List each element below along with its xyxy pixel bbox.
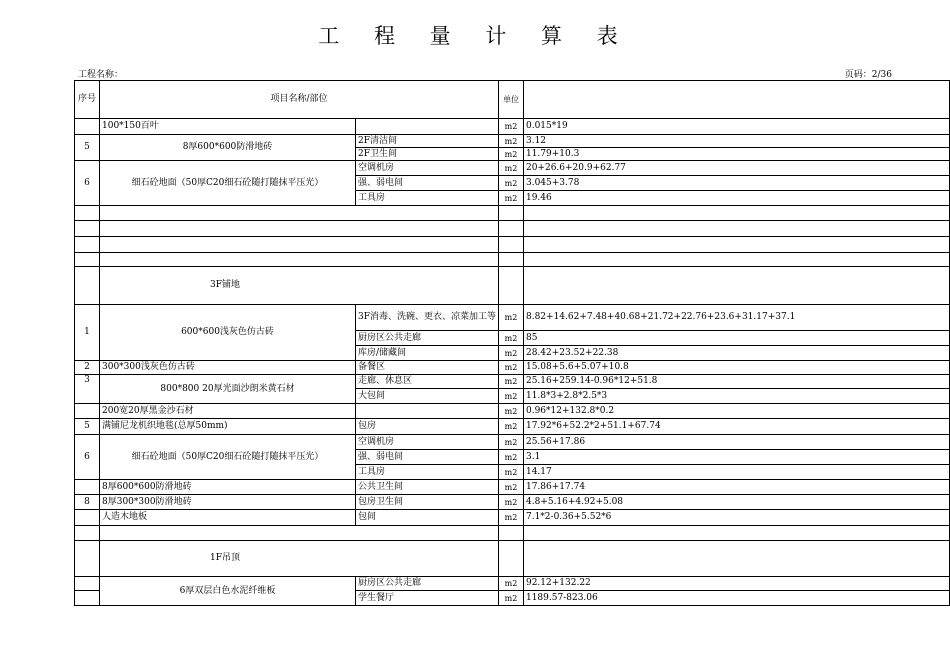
table-cell: m2 bbox=[498, 465, 523, 480]
table-cell bbox=[100, 206, 499, 221]
table-cell: m2 bbox=[498, 331, 523, 346]
table-cell: 厨房区公共走廊 bbox=[356, 331, 499, 346]
table-cell: 6 bbox=[75, 435, 100, 480]
table-row bbox=[75, 495, 950, 510]
header-no: 序号 bbox=[75, 81, 100, 119]
table-cell: 3.1 bbox=[523, 450, 949, 465]
table-cell bbox=[75, 510, 100, 526]
table-cell: m2 bbox=[498, 161, 523, 176]
table-cell bbox=[75, 237, 100, 253]
table-cell: 厨房区公共走廊 bbox=[356, 577, 499, 591]
table-cell: 14.17 bbox=[523, 465, 949, 480]
header-item: 项目名称/部位 bbox=[100, 81, 499, 119]
table-row bbox=[75, 510, 950, 526]
table-cell: 细石砼地面（50厚C20细石砼随打随抹平压光） bbox=[100, 161, 356, 206]
table-cell: m2 bbox=[498, 495, 523, 510]
table-cell: 8厚300*300防滑地砖 bbox=[100, 495, 356, 510]
page-number: 页码：2/36 bbox=[844, 70, 892, 80]
header-formula bbox=[523, 81, 949, 119]
table-cell: 17.92*6+52.2*2+51.1+67.74 bbox=[523, 419, 949, 435]
table-row bbox=[75, 435, 950, 450]
table-cell: 20+26.6+20.9+62.77 bbox=[523, 161, 949, 176]
table-cell bbox=[523, 206, 949, 221]
table-row bbox=[75, 135, 950, 148]
table-cell bbox=[75, 206, 100, 221]
table-cell: 备餐区 bbox=[356, 361, 499, 375]
table-cell: 25.56+17.86 bbox=[523, 435, 949, 450]
table-cell: 细石砼地面（50厚C20细石砼随打随抹平压光） bbox=[100, 435, 356, 480]
table-cell: 17.86+17.74 bbox=[523, 480, 949, 495]
table-cell bbox=[75, 253, 100, 267]
table-cell: 库房/储藏间 bbox=[356, 346, 499, 361]
table-row bbox=[75, 253, 950, 267]
table-cell: 300*300浅灰色仿古砖 bbox=[100, 361, 356, 375]
table-cell: 空调机房 bbox=[356, 435, 499, 450]
table-row bbox=[75, 577, 950, 591]
table-cell: m2 bbox=[498, 480, 523, 495]
table-cell: m2 bbox=[498, 450, 523, 465]
table-cell: 包间 bbox=[356, 510, 499, 526]
table-cell: 11.79+10.3 bbox=[523, 148, 949, 161]
table-cell: 3F消毒、洗碗、更衣、凉菜加工等 bbox=[356, 305, 499, 331]
table-cell: 学生餐厅 bbox=[356, 591, 499, 606]
table-cell bbox=[523, 526, 949, 541]
table-cell bbox=[523, 267, 949, 305]
table-cell: 人造木地板 bbox=[100, 510, 356, 526]
table-cell bbox=[498, 237, 523, 253]
table-row bbox=[75, 480, 950, 495]
table-row bbox=[75, 419, 950, 435]
table-cell: m2 bbox=[498, 435, 523, 450]
table-cell bbox=[100, 237, 499, 253]
table-cell: 空调机房 bbox=[356, 161, 499, 176]
table-cell: m2 bbox=[498, 419, 523, 435]
table-cell: 8厚600*600防滑地砖 bbox=[100, 480, 356, 495]
table-cell bbox=[100, 221, 499, 237]
table-cell: m2 bbox=[498, 389, 523, 404]
table-cell bbox=[356, 404, 499, 419]
quantity-calculation-table bbox=[74, 80, 950, 606]
table-cell: 大包间 bbox=[356, 389, 499, 404]
table-cell bbox=[75, 221, 100, 237]
table-cell: m2 bbox=[498, 577, 523, 591]
table-cell bbox=[498, 526, 523, 541]
table-row bbox=[75, 404, 950, 419]
table-cell: m2 bbox=[498, 375, 523, 389]
table-cell: 工具房 bbox=[356, 465, 499, 480]
table-row bbox=[75, 361, 950, 375]
table-cell: 4.8+5.16+4.92+5.08 bbox=[523, 495, 949, 510]
table-row bbox=[75, 375, 950, 389]
table-cell bbox=[75, 541, 100, 577]
table-cell bbox=[498, 267, 523, 305]
table-cell: m2 bbox=[498, 176, 523, 191]
table-cell: 包房卫生间 bbox=[356, 495, 499, 510]
table-cell: 走廊、休息区 bbox=[356, 375, 499, 389]
table-cell bbox=[498, 221, 523, 237]
table-cell bbox=[498, 253, 523, 267]
table-cell: 25.16+259.14-0.96*12+51.8 bbox=[523, 375, 949, 389]
table-cell: m2 bbox=[498, 361, 523, 375]
table-cell: m2 bbox=[498, 305, 523, 331]
table-row bbox=[75, 526, 950, 541]
table-row bbox=[75, 221, 950, 237]
table-cell: 5 bbox=[75, 135, 100, 161]
table-cell: 800*800 20厚光面沙朗米黄石材 bbox=[100, 375, 356, 404]
table-cell: 8厚600*600防滑地砖 bbox=[100, 135, 356, 161]
table-cell bbox=[523, 541, 949, 577]
table-cell: 2 bbox=[75, 361, 100, 375]
table-cell: 8.82+14.62+7.48+40.68+21.72+22.76+23.6+31.17+37.1 bbox=[523, 305, 949, 331]
table-cell: m2 bbox=[498, 191, 523, 206]
table-row bbox=[75, 237, 950, 253]
table-cell: m2 bbox=[498, 119, 523, 135]
table-cell bbox=[523, 221, 949, 237]
table-row bbox=[75, 206, 950, 221]
table-cell: 100*150百叶 bbox=[100, 119, 356, 135]
table-cell: m2 bbox=[498, 148, 523, 161]
table-cell: 1189.57-823.06 bbox=[523, 591, 949, 606]
table-cell: 工具房 bbox=[356, 191, 499, 206]
table-cell: 1 bbox=[75, 305, 100, 361]
table-cell: m2 bbox=[498, 346, 523, 361]
table-cell: 11.8*3+2.8*2.5*3 bbox=[523, 389, 949, 404]
table-cell: 2F清洁间 bbox=[356, 135, 499, 148]
table-cell: 92.12+132.22 bbox=[523, 577, 949, 591]
table-cell bbox=[100, 253, 499, 267]
table-cell: m2 bbox=[498, 591, 523, 606]
table-cell: m2 bbox=[498, 404, 523, 419]
table-cell: 3.12 bbox=[523, 135, 949, 148]
table-row bbox=[75, 541, 950, 577]
table-cell: 3 bbox=[75, 375, 100, 404]
table-cell: 1F吊顶 bbox=[100, 541, 499, 577]
table-cell bbox=[75, 404, 100, 419]
table-row bbox=[75, 119, 950, 135]
table-row bbox=[75, 161, 950, 176]
table-cell: m2 bbox=[498, 135, 523, 148]
table-header-row bbox=[75, 81, 950, 119]
table-cell bbox=[75, 577, 100, 591]
table-cell: 6 bbox=[75, 161, 100, 206]
table-cell: 强、弱电间 bbox=[356, 176, 499, 191]
table-cell: 28.42+23.52+22.38 bbox=[523, 346, 949, 361]
table-cell: 2F卫生间 bbox=[356, 148, 499, 161]
page-title: 工 程 量 计 算 表 bbox=[318, 24, 632, 48]
table-cell bbox=[75, 119, 100, 135]
table-cell bbox=[356, 119, 499, 135]
table-cell: 8 bbox=[75, 495, 100, 510]
table-row bbox=[75, 305, 950, 331]
table-cell bbox=[75, 526, 100, 541]
table-cell bbox=[523, 253, 949, 267]
table-cell: 600*600浅灰色仿古砖 bbox=[100, 305, 356, 361]
table-cell: 5 bbox=[75, 419, 100, 435]
table-cell: 公共卫生间 bbox=[356, 480, 499, 495]
table-cell: 包房 bbox=[356, 419, 499, 435]
table-cell bbox=[75, 591, 100, 606]
table-cell: 15.08+5.6+5.07+10.8 bbox=[523, 361, 949, 375]
table-cell: 0.96*12+132.8*0.2 bbox=[523, 404, 949, 419]
project-name-label: 工程名称： bbox=[78, 70, 124, 80]
table-cell: 3F铺地 bbox=[100, 267, 499, 305]
table-cell: 19.46 bbox=[523, 191, 949, 206]
table-cell: 200宽20厚黑金沙石材 bbox=[100, 404, 356, 419]
table-cell: 7.1*2-0.36+5.52*6 bbox=[523, 510, 949, 526]
table-cell bbox=[498, 541, 523, 577]
table-cell bbox=[100, 526, 499, 541]
table-cell bbox=[75, 480, 100, 495]
table-cell: 6厚双层白色水泥纤维板 bbox=[100, 577, 356, 606]
table-cell: 85 bbox=[523, 331, 949, 346]
table-cell bbox=[523, 237, 949, 253]
table-cell bbox=[75, 267, 100, 305]
table-cell: 0.015*19 bbox=[523, 119, 949, 135]
table-cell: 3.045+3.78 bbox=[523, 176, 949, 191]
table-cell: 强、弱电间 bbox=[356, 450, 499, 465]
table-cell: 满铺尼龙机织地毯(总厚50mm) bbox=[100, 419, 356, 435]
header-unit: 单位 bbox=[498, 81, 523, 119]
table-row bbox=[75, 267, 950, 305]
table-cell: m2 bbox=[498, 510, 523, 526]
table-cell bbox=[498, 206, 523, 221]
